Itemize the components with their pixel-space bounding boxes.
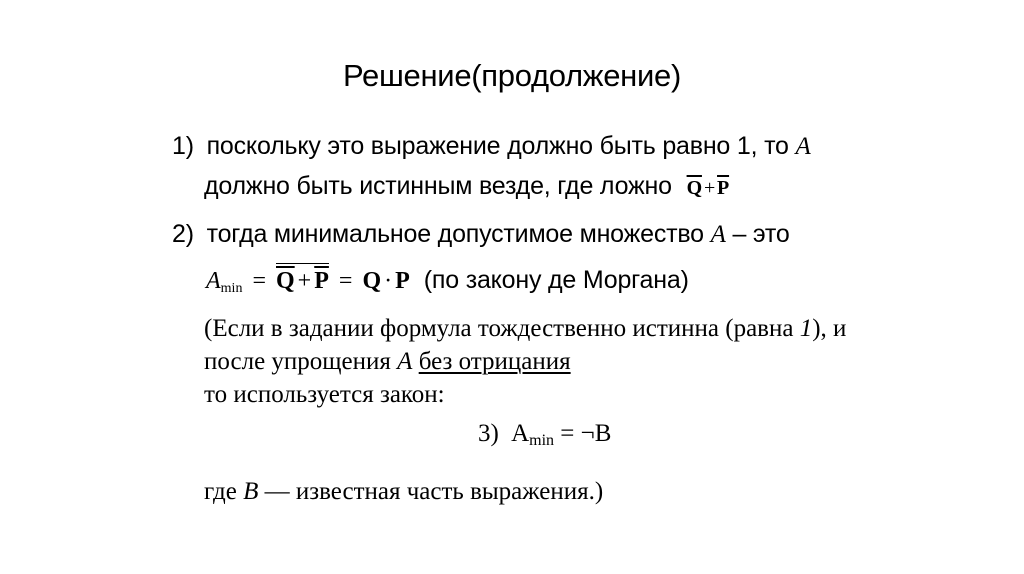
- aside-line-5-var: B: [243, 478, 259, 505]
- slide-title: Решение(продолжение): [343, 58, 681, 93]
- aside-law-line: [478, 420, 611, 450]
- item-1-var-a: A: [795, 133, 811, 160]
- aside-line-3: [204, 381, 445, 409]
- aside-line-5-text-a: где: [204, 478, 237, 505]
- formula: [206, 268, 416, 294]
- expr-p: $\overline{P}$: [717, 177, 730, 199]
- item-1-line-1: [172, 132, 811, 161]
- formula-sub-min: min: [220, 281, 243, 296]
- aside-line-5-text-b: — известная часть выражения.): [264, 478, 604, 505]
- formula-eq: =: [252, 268, 266, 294]
- law-number: 3): [478, 420, 499, 447]
- aside-line-2: [204, 348, 571, 376]
- law-rest: = ¬B: [554, 420, 612, 447]
- formula-q: $\overline{Q}$: [276, 268, 295, 294]
- item-2-var-a: A: [710, 221, 726, 248]
- aside-line-1-text-a: (Если в задании формула тождественно истинна (равна: [204, 315, 794, 342]
- aside-line-5: [204, 478, 603, 506]
- formula-a: A: [206, 268, 221, 294]
- formula-p2: P: [395, 268, 410, 294]
- aside-line-2-var: A: [397, 348, 413, 375]
- item-1-line-2: [204, 172, 729, 201]
- formula-eq-2: =: [338, 268, 353, 294]
- aside-line-1-one: 1: [799, 315, 813, 342]
- aside-line-3-text: то используется закон:: [204, 381, 445, 408]
- formula-line: [206, 266, 689, 297]
- item-1-text-a: поскольку это выражение должно быть равно 1, то: [206, 132, 789, 160]
- formula-p: $\overline{P}$: [314, 268, 329, 294]
- formula-negated-sum: [276, 268, 329, 295]
- item-1-expression: [687, 177, 729, 199]
- item-2-line: [172, 220, 790, 249]
- item-1-text-b: должно быть истинным везде, где ложно: [204, 172, 672, 200]
- formula-dot: ·: [384, 268, 393, 294]
- formula-plus: +: [297, 268, 312, 294]
- law-a: A: [511, 420, 530, 447]
- aside-line-1-text-b: ), и: [812, 315, 847, 342]
- item-2-number: 2): [172, 220, 194, 248]
- expr-q: $\overline{Q}$: [686, 177, 702, 199]
- item-2-text-b: – это: [732, 220, 790, 248]
- aside-line-2-text-a: после упрощения: [204, 348, 391, 375]
- item-1-number: 1): [172, 132, 194, 160]
- expr-plus: +: [703, 177, 716, 199]
- law-sub-min: min: [529, 432, 555, 449]
- item-2-text-a: тогда минимальное допустимое множество: [206, 220, 704, 248]
- aside-line-2-underlined: без отрицания: [418, 348, 571, 375]
- aside-line-1: [204, 315, 846, 343]
- formula-q2: Q: [362, 268, 382, 294]
- formula-note: (по закону де Моргана): [423, 266, 689, 294]
